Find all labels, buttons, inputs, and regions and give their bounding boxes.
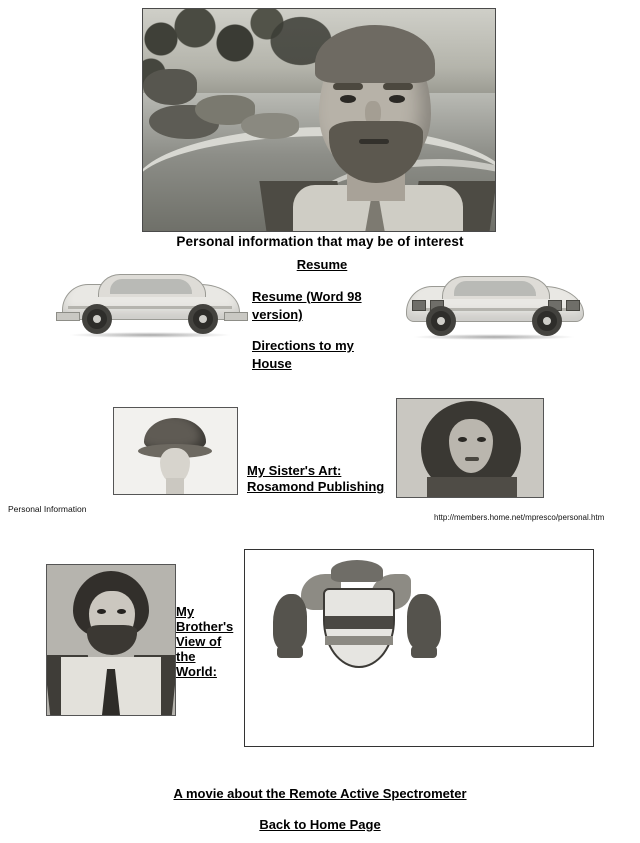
mustang-front-photo <box>52 272 248 342</box>
page-title: Personal information that may be of interest <box>176 234 464 249</box>
mustang-rear-photo <box>396 274 592 344</box>
lion-icon <box>407 594 441 650</box>
resume-link[interactable]: Resume <box>296 257 348 272</box>
sister-portrait-photo <box>396 398 544 498</box>
brother-label-line-5: World: <box>176 664 217 679</box>
mouth <box>465 457 479 461</box>
eye-right <box>117 609 126 614</box>
portrait-photo <box>142 8 496 232</box>
eye-left <box>97 609 106 614</box>
coat-of-arms-box <box>244 549 594 747</box>
back-to-home-page-link[interactable]: Back to Home Page <box>259 817 381 832</box>
torso <box>427 477 517 497</box>
shield-band <box>325 616 393 629</box>
car-bumper-left <box>56 312 80 321</box>
footer-url: http://members.home.net/mpresco/personal.htm <box>434 513 605 522</box>
eye-left <box>458 437 467 442</box>
car-wheel <box>188 304 218 334</box>
art-neck <box>166 478 184 494</box>
link-row-resume-word <box>252 288 392 324</box>
link-row-resume <box>252 256 392 274</box>
brother-label-line-2: Brother's <box>176 619 234 634</box>
brother-label-line-1: My <box>176 604 195 619</box>
sister-art-caption: My Sister's Art: <box>247 463 342 478</box>
footer-left-label: Personal Information <box>8 504 87 514</box>
shield-band-secondary <box>325 636 393 645</box>
link-list <box>252 256 392 386</box>
home-link-row <box>0 817 640 832</box>
car-wheel <box>82 304 112 334</box>
shield-icon <box>323 588 395 668</box>
car-windshield <box>110 279 192 294</box>
directions-link[interactable]: Directions to my House <box>252 338 354 371</box>
link-row-directions <box>252 337 392 373</box>
eyebrow-right <box>383 83 413 90</box>
eyebrow-left <box>333 83 363 90</box>
car-wheel <box>532 306 562 336</box>
eye-right <box>389 95 405 103</box>
car-taillight <box>566 300 580 311</box>
car-bumper-right <box>224 312 248 321</box>
sister-art-label <box>247 463 397 495</box>
eye-right <box>477 437 486 442</box>
brother-portrait-photo <box>46 564 176 716</box>
brother-label-line-4: the <box>176 649 196 664</box>
rosamond-publishing-link[interactable]: Rosamond Publishing <box>247 479 385 494</box>
brother-view-label[interactable] <box>176 604 238 679</box>
sister-art-photo <box>113 407 238 495</box>
movie-link[interactable]: A movie about the Remote Active Spectrometer <box>173 786 467 801</box>
car-wheel <box>426 306 456 336</box>
rock <box>241 113 299 139</box>
car-taillight <box>412 300 426 311</box>
movie-link-row <box>0 786 640 801</box>
car-rear-window <box>454 281 536 296</box>
coat-of-arms-icon <box>257 560 457 672</box>
eye-left <box>340 95 356 103</box>
resume-word-link[interactable]: Resume (Word 98 version) <box>252 289 362 322</box>
brother-label-line-3: View of <box>176 634 222 649</box>
lion-icon <box>273 594 307 650</box>
mouth <box>359 139 389 144</box>
rock <box>143 69 197 105</box>
helmet <box>331 560 383 582</box>
